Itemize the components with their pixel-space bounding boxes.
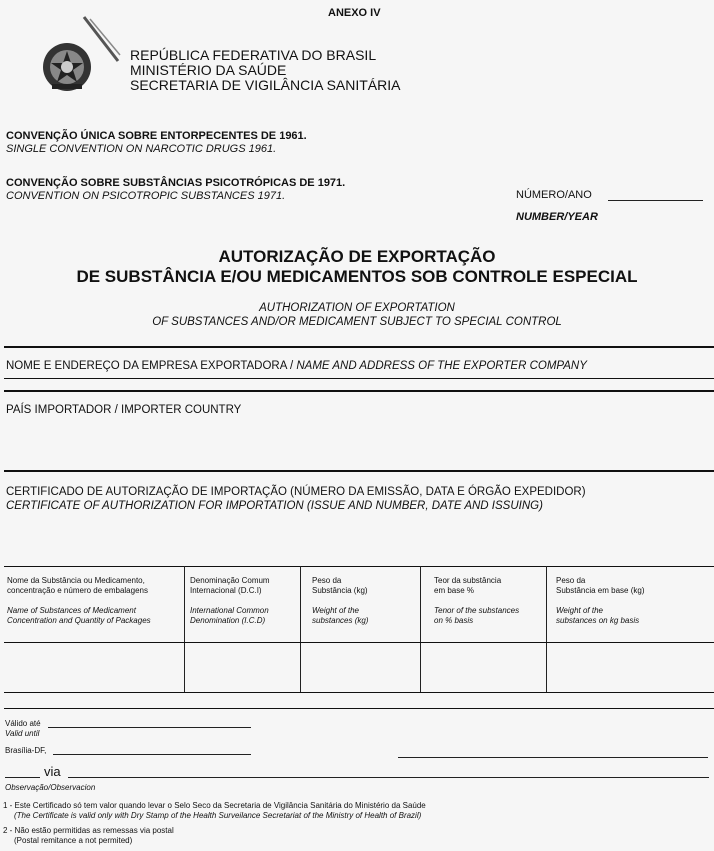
convention-1961-en: SINGLE CONVENTION ON NARCOTIC DRUGS 1961. <box>6 143 277 155</box>
column-header-pt: Internacional (D.C.I) <box>190 586 262 595</box>
column-header-pt: Peso da <box>312 576 342 585</box>
annex-label: ANEXO IV <box>328 7 381 19</box>
column-header-tenor-percent <box>434 576 519 626</box>
column-header-en: Weight of the <box>556 606 603 615</box>
title-line-1: AUTORIZAÇÃO DE EXPORTAÇÃO <box>218 247 496 266</box>
brasilia-date-field[interactable] <box>53 754 251 755</box>
brazil-coat-of-arms-icon <box>40 40 94 94</box>
certificate-label <box>6 485 586 513</box>
valid-until-label-en: Valid until <box>5 729 40 738</box>
exporter-label <box>6 360 587 372</box>
column-header-weight-base-kg <box>556 576 645 626</box>
document-title <box>0 247 714 287</box>
title-line-2: DE SUBSTÂNCIA E/OU MEDICAMENTOS SOB CONTROLE ESPECIAL <box>76 267 638 286</box>
brasilia-date-label: Brasília-DF, <box>5 746 47 755</box>
column-header-en: Denomination (I.C.D) <box>190 616 266 625</box>
number-year-label-en: NUMBER/YEAR <box>516 211 598 223</box>
number-year-field[interactable] <box>608 200 703 201</box>
divider <box>4 708 714 709</box>
importer-label: PAÍS IMPORTADOR / IMPORTER COUNTRY <box>6 404 242 416</box>
certificate-field[interactable] <box>4 516 710 564</box>
column-header-en: on % basis <box>434 616 474 625</box>
via-number-field[interactable] <box>5 777 40 778</box>
org-line-republic: REPÚBLICA FEDERATIVA DO BRASIL <box>130 47 377 63</box>
convention-1961-pt: CONVENÇÃO ÚNICA SOBRE ENTORPECENTES DE 1961. <box>6 130 307 142</box>
via-label: via <box>44 764 61 779</box>
table-header-border <box>4 642 714 643</box>
column-header-substance-name <box>7 576 151 626</box>
org-line-ministry: MINISTÉRIO DA SAÚDE <box>130 62 287 78</box>
column-header-pt: Peso da <box>556 576 586 585</box>
column-header-pt: Denominação Comum <box>190 576 270 585</box>
note-1-pt: 1 - Este Certificado só tem valor quando levar o Selo Seco da Secretaria de Vigilância Sanitária do Ministério da Saúde <box>3 801 426 810</box>
note-1-en: (The Certificate is valid only with Dry Stamp of the Health Surveilance Secretariat of the Ministry of Health of Brazil) <box>14 811 422 820</box>
note-2 <box>3 826 174 846</box>
table-bottom-border <box>4 692 714 693</box>
certificate-label-en: CERTIFICATE OF AUTHORIZATION FOR IMPORTATION (ISSUE AND NUMBER, DATE AND ISSUING) <box>6 500 543 512</box>
exporter-label-pt: NOME E ENDEREÇO DA EMPRESA EXPORTADORA / <box>6 360 297 372</box>
via-field[interactable] <box>68 777 709 778</box>
column-header-pt: concentração e número de embalagens <box>7 586 148 595</box>
note-2-pt: 2 - Não estão permitidas as remessas via postal <box>3 826 174 835</box>
importer-field[interactable] <box>4 420 710 468</box>
column-header-en: Tenor of the substances <box>434 606 520 615</box>
column-header-pt: em base % <box>434 586 475 595</box>
valid-until-label: Válido até <box>5 719 41 728</box>
org-header <box>130 48 400 93</box>
column-header-en: substances (kg) <box>312 616 369 625</box>
title-en-line-1: AUTHORIZATION OF EXPORTATION <box>259 302 455 314</box>
observation-label: Observação/Observacion <box>5 783 96 792</box>
certificate-label-pt: CERTIFICADO DE AUTORIZAÇÃO DE IMPORTAÇÃO (NÚMERO DA EMISSÃO, DATA E ÓRGÃO EXPEDIDOR) <box>6 486 586 498</box>
table-row[interactable] <box>4 644 710 690</box>
column-header-en: International Common <box>190 606 269 615</box>
column-header-pt: Teor da substância <box>434 576 502 585</box>
divider <box>4 378 714 379</box>
divider <box>4 346 714 348</box>
convention-1971-en: CONVENTION ON PSICOTROPIC SUBSTANCES 1971. <box>6 190 286 202</box>
signature-line[interactable] <box>398 757 708 758</box>
exporter-label-en: NAME AND ADDRESS OF THE EXPORTER COMPANY <box>296 360 587 372</box>
table-top-border <box>4 566 714 567</box>
divider <box>4 470 714 472</box>
convention-1971 <box>6 177 345 203</box>
column-header-weight-kg <box>312 576 368 626</box>
column-header-en: Concentration and Quantity of Packages <box>7 616 151 625</box>
note-2-en: (Postal remitance a not permited) <box>14 836 133 845</box>
column-header-pt: Substância em base (kg) <box>556 586 645 595</box>
column-header-en: Name of Substances of Medicament <box>7 606 136 615</box>
divider <box>4 390 714 392</box>
number-year-label: NÚMERO/ANO <box>516 189 592 201</box>
column-header-dci <box>190 576 270 626</box>
column-header-en: substances on kg basis <box>556 616 640 625</box>
document-title-en <box>0 301 714 329</box>
column-header-en: Weight of the <box>312 606 359 615</box>
title-en-line-2: OF SUBSTANCES AND/OR MEDICAMENT SUBJECT TO SPECIAL CONTROL <box>152 316 562 328</box>
convention-1971-pt: CONVENÇÃO SOBRE SUBSTÂNCIAS PSICOTRÓPICAS DE 1971. <box>6 177 346 189</box>
column-header-pt: Nome da Substância ou Medicamento, <box>7 576 145 585</box>
valid-until-field[interactable] <box>48 727 251 728</box>
note-1 <box>3 801 426 821</box>
org-line-secretariat: SECRETARIA DE VIGILÂNCIA SANITÁRIA <box>130 77 401 93</box>
convention-1961 <box>6 130 307 156</box>
column-header-pt: Substância (kg) <box>312 586 368 595</box>
